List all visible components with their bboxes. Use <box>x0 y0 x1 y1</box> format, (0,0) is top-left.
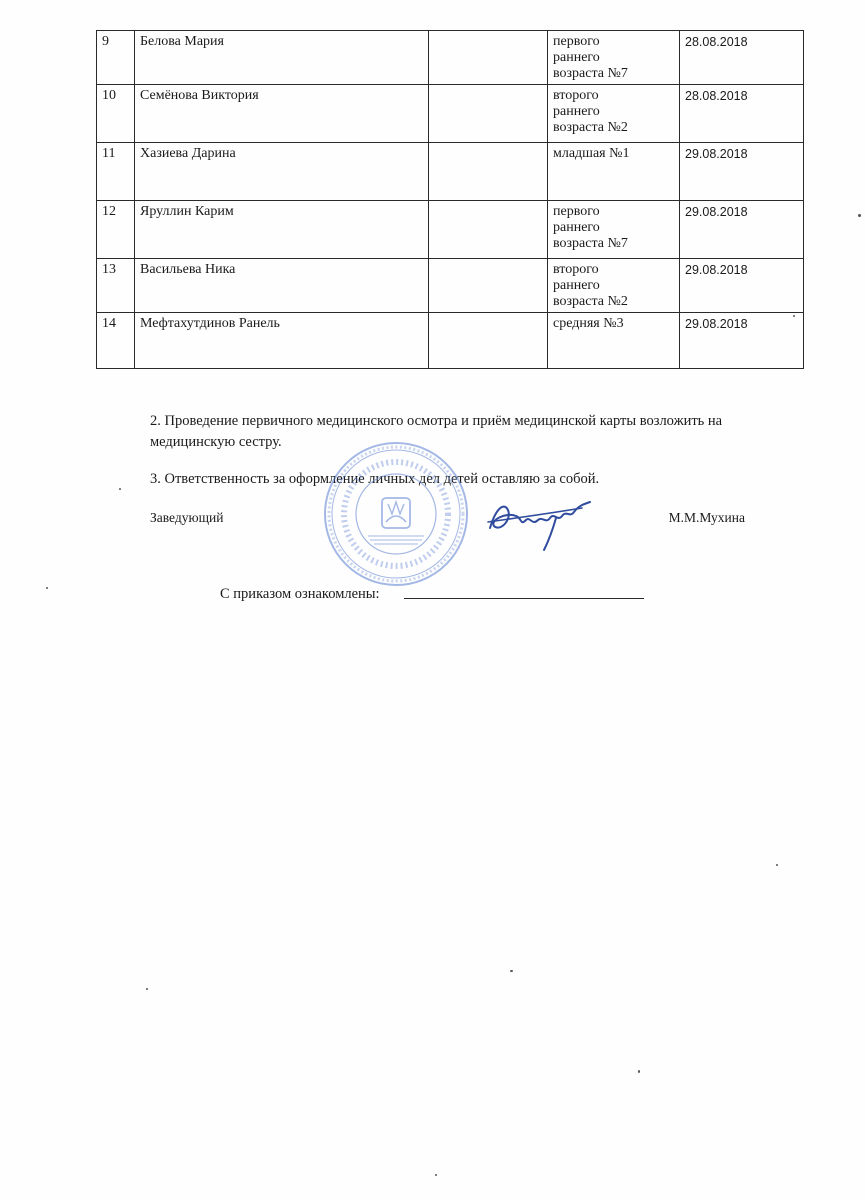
acknowledgement-signature-line <box>404 598 644 599</box>
round-stamp-icon <box>322 440 470 588</box>
scan-speck <box>46 587 48 589</box>
group-name: первого раннего возраста №7 <box>548 31 680 85</box>
enrollment-date: 28.08.2018 <box>680 31 804 85</box>
child-name: Васильева Ника <box>135 259 429 313</box>
row-number: 11 <box>97 143 135 201</box>
scan-speck <box>776 864 778 866</box>
group-name: младшая №1 <box>548 143 680 201</box>
scan-speck <box>793 315 795 317</box>
handwritten-signature-icon <box>486 498 596 554</box>
blank-cell <box>429 201 548 259</box>
child-name: Семёнова Виктория <box>135 85 429 143</box>
group-name: первого раннего возраста №7 <box>548 201 680 259</box>
blank-cell <box>429 31 548 85</box>
group-name: второго раннего возраста №2 <box>548 85 680 143</box>
group-name: средняя №3 <box>548 313 680 369</box>
children-table <box>96 30 804 369</box>
enrollment-date: 28.08.2018 <box>680 85 804 143</box>
row-number: 14 <box>97 313 135 369</box>
table-row <box>97 85 804 143</box>
group-name: второго раннего возраста №2 <box>548 259 680 313</box>
head-name: М.М.Мухина <box>668 510 745 525</box>
enrollment-date: 29.08.2018 <box>680 313 804 369</box>
scan-speck <box>510 970 513 972</box>
table-row <box>97 259 804 313</box>
blank-cell <box>429 85 548 143</box>
head-position: Заведующий <box>150 510 224 525</box>
child-name: Хазиева Дарина <box>135 143 429 201</box>
scan-speck <box>146 988 148 990</box>
scan-speck <box>435 1174 437 1176</box>
child-name: Яруллин Карим <box>135 201 429 259</box>
blank-cell <box>429 259 548 313</box>
scan-speck <box>119 488 121 490</box>
scan-speck <box>638 1070 640 1073</box>
table-row <box>97 31 804 85</box>
enrollment-date: 29.08.2018 <box>680 201 804 259</box>
table-row <box>97 201 804 259</box>
row-number: 12 <box>97 201 135 259</box>
table-row <box>97 143 804 201</box>
row-number: 13 <box>97 259 135 313</box>
blank-cell <box>429 313 548 369</box>
blank-cell <box>429 143 548 201</box>
table-row <box>97 313 804 369</box>
acknowledgement-label: С приказом ознакомлены: <box>220 586 380 602</box>
row-number: 10 <box>97 85 135 143</box>
enrollment-date: 29.08.2018 <box>680 259 804 313</box>
scan-speck <box>858 214 861 217</box>
child-name: Мефтахутдинов Ранель <box>135 313 429 369</box>
enrollment-date: 29.08.2018 <box>680 143 804 201</box>
paragraph-responsibility: 3. Ответственность за оформление личных дел детей оставляю за собой. <box>150 471 600 487</box>
paragraph-medical-exam: 2. Проведение первичного медицинского осмотра и приём медицинской карты возложить на медицинскую сестру. <box>150 413 723 450</box>
child-name: Белова Мария <box>135 31 429 85</box>
row-number: 9 <box>97 31 135 85</box>
